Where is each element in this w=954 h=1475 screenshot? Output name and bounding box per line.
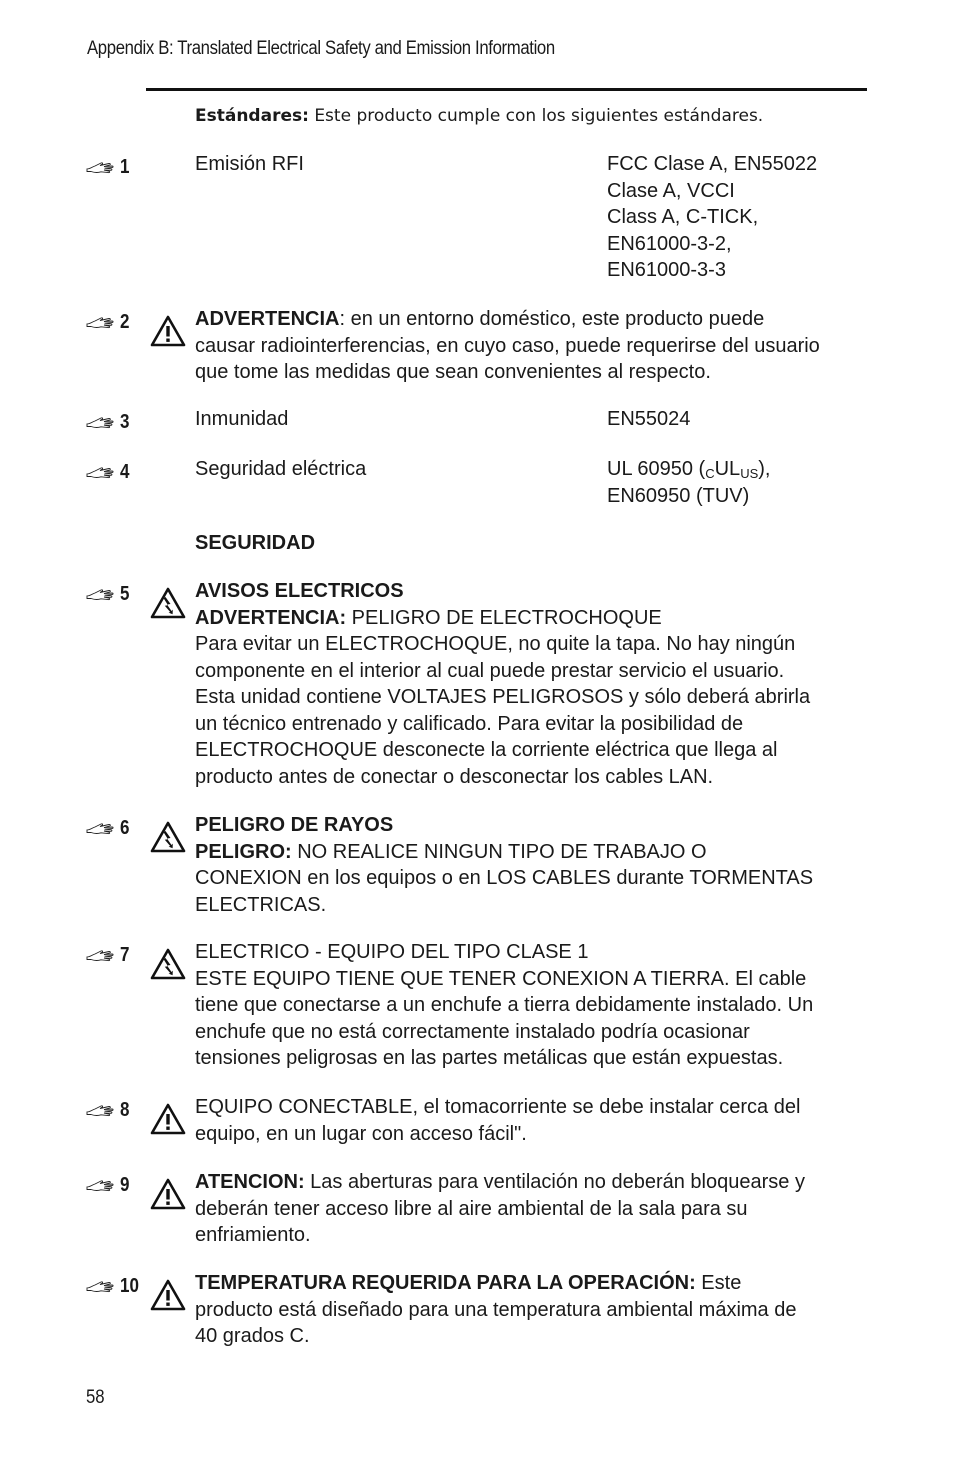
header-rule xyxy=(146,88,867,91)
standards-text: Este producto cumple con los siguientes estándares. xyxy=(314,106,764,126)
item-number: 10 xyxy=(120,1275,139,1297)
electrical-hazard-icon xyxy=(150,587,186,619)
item-text: TEMPERATURA REQUERIDA PARA LA OPERACIÓN: Este producto está diseñado para una temperatura ambiental máxima de 40 grados C. xyxy=(195,1272,797,1347)
pointing-hand-icon xyxy=(86,821,116,835)
item-label: Emisión RFI xyxy=(195,153,304,175)
lead-label: PELIGRO: xyxy=(195,840,292,863)
lead-label: ATENCION: xyxy=(195,1171,305,1193)
warning-triangle-icon xyxy=(150,1103,186,1135)
pointing-hand-icon xyxy=(86,1178,116,1192)
value-line: EN61000-3-3 xyxy=(607,259,726,281)
item-number: 9 xyxy=(120,1174,130,1196)
item-number: 2 xyxy=(120,311,130,333)
item-value: UL 60950 $(_CUL_{US})$, EN60950 (TUV) xyxy=(607,458,771,507)
warning-triangle-icon xyxy=(150,315,186,347)
value-line: FCC Clase A, EN55022 xyxy=(607,153,818,175)
item-number: 4 xyxy=(120,461,130,483)
item-number: 6 xyxy=(120,817,130,839)
warning-triangle-icon xyxy=(150,1279,186,1311)
pointing-hand-icon xyxy=(86,948,116,962)
value-line: Class A, C-TICK, xyxy=(607,206,759,228)
standards-intro xyxy=(195,106,763,126)
item-text: ATENCION: Las aberturas para ventilación no deberán bloquearse y deberán tener acceso libre al aire ambiental de la sala para su enfriamiento. xyxy=(195,1171,805,1246)
item-text: EQUIPO CONECTABLE, el tomacorriente se debe instalar cerca del equipo, en un lugar con acceso fácil". xyxy=(195,1096,801,1145)
item-number: 5 xyxy=(120,583,130,605)
pointing-hand-icon xyxy=(86,415,116,429)
page-number: 58 xyxy=(86,1387,105,1408)
item-number: 3 xyxy=(120,411,130,433)
running-header: Appendix B: Translated Electrical Safety and Emission Information xyxy=(87,38,555,59)
lead-label: ADVERTENCIA: xyxy=(195,606,347,629)
item-value: EN55024 xyxy=(607,408,691,430)
section-heading: SEGURIDAD xyxy=(195,532,316,554)
pointing-hand-icon xyxy=(86,1103,116,1117)
value-line: Clase A, VCCI xyxy=(607,179,735,202)
electrical-hazard-icon xyxy=(150,948,186,980)
pointing-hand-icon xyxy=(86,1279,116,1293)
lead-label: ADVERTENCIA xyxy=(195,308,340,330)
warning-triangle-icon xyxy=(150,1178,186,1210)
item-text: AVISOS ELECTRICOS ADVERTENCIA: PELIGRO DE ELECTROCHOQUE Para evitar un ELECTROCHOQUE, no quite la tapa. No hay ningún componente en el interior al cual puede prestar servicio el usuario. Esta unidad contiene VOLTAJES PELIGROSOS y sólo deberá abrirla un técnico entrenado y calificado. Para evitar la posibilidad de ELECTROCHOQUE desconecte la corriente eléctrica que llega al producto antes de conectar o desconectar los cables LAN. xyxy=(195,578,867,790)
item-text: PELIGRO DE RAYOS PELIGRO: NO REALICE NINGUN TIPO DE TRABAJO O CONEXION en los equipos o en LOS CABLES durante TORMENTAS ELECTRICAS. xyxy=(195,812,867,918)
pointing-hand-icon xyxy=(86,315,116,329)
item-number: 8 xyxy=(120,1099,130,1121)
pointing-hand-icon xyxy=(86,587,116,601)
item-label: Seguridad eléctrica xyxy=(195,458,367,480)
lead-label: TEMPERATURA REQUERIDA PARA LA OPERACIÓN: xyxy=(195,1272,696,1294)
item-label: Inmunidad xyxy=(195,408,289,430)
item-text: ELECTRICO - EQUIPO DEL TIPO CLASE 1 ESTE EQUIPO TIENE QUE TENER CONEXION A TIERRA. El cable tiene que conectarse a un enchufe a tierra debidamente instalado. Un enchufe que no está correctamente instalado podría ocasionar tensiones peligrosas en las partes metálicas que están expuestas. xyxy=(195,941,814,1069)
item-number: 1 xyxy=(120,156,130,178)
item-number: 7 xyxy=(120,944,130,966)
electrical-hazard-icon xyxy=(150,821,186,853)
item-title: AVISOS ELECTRICOS xyxy=(195,580,404,602)
item-text: ADVERTENCIA: en un entorno doméstico, este producto puede causar radiointerferencias, en cuyo caso, puede requerirse del usuario que tome las medidas que sean convenientes al respecto. xyxy=(195,308,820,383)
pointing-hand-icon xyxy=(86,465,116,479)
item-title: PELIGRO DE RAYOS xyxy=(195,814,394,836)
standards-label: Estándares: xyxy=(195,106,309,126)
value-line: EN61000-3-2, xyxy=(607,232,732,255)
pointing-hand-icon xyxy=(86,160,116,174)
item-value xyxy=(607,151,867,284)
